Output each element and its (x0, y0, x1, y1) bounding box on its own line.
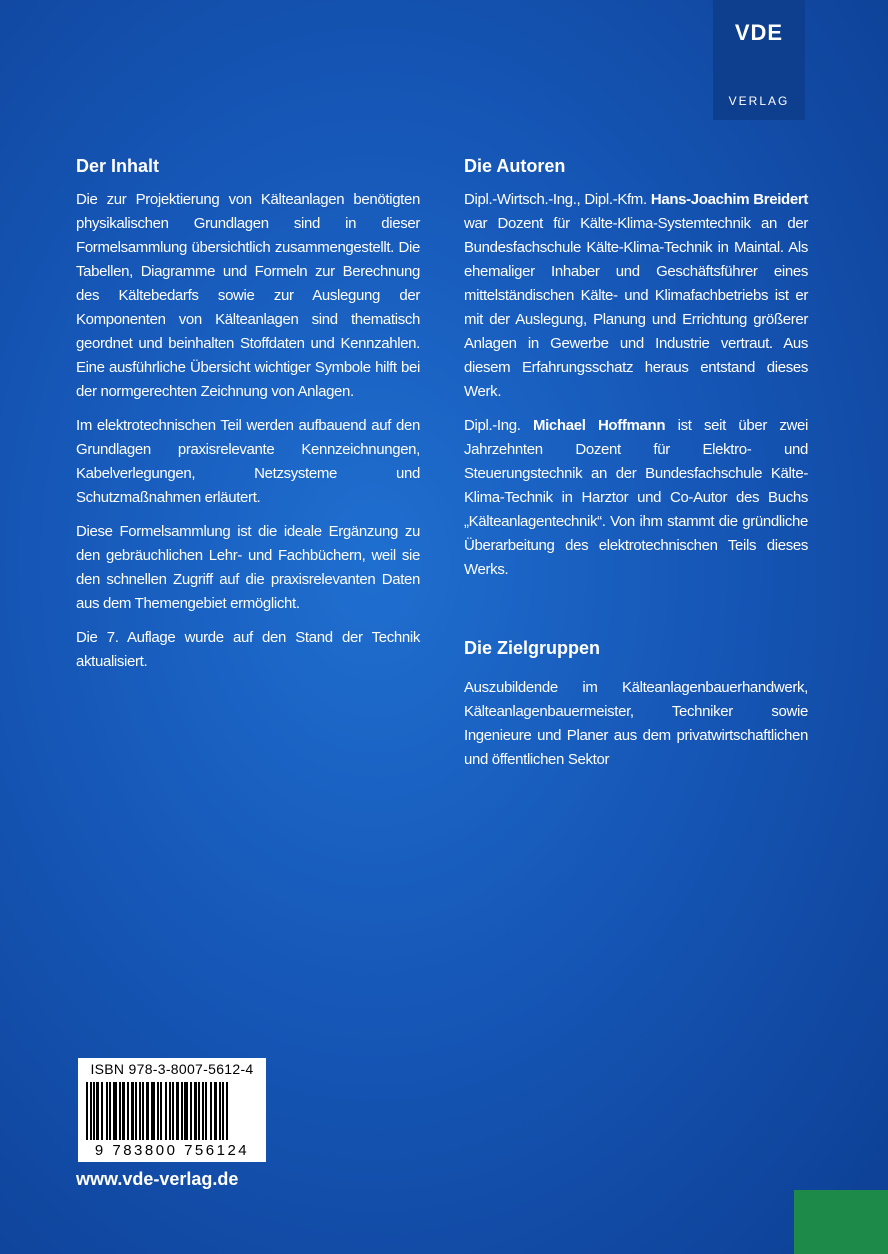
barcode-bar (106, 1082, 108, 1140)
barcode-bar (184, 1082, 188, 1140)
publisher-logo (713, 0, 805, 120)
content-section (76, 152, 420, 684)
barcode-bar (160, 1082, 162, 1140)
ean-number: 9 783800 756124 (94, 1142, 250, 1159)
barcode-bar (131, 1082, 134, 1140)
barcode-bar (119, 1082, 121, 1140)
author-bio: ist seit über zwei Jahrzehnten Dozent für Elektro- und Steuerungstechnik an der Bundesfachschule Kälte-Klima-Technik in Harztor und Co-Autor des Buchs „Kälteanlagentechnik“. Von ihm stammt die gründliche Überarbeitung des elektrotechnischen Teils dieses Werks. (464, 417, 808, 578)
barcode-bar (93, 1082, 95, 1140)
author-paragraph (464, 188, 808, 404)
barcode-bar (122, 1082, 125, 1140)
barcode-bar (139, 1082, 141, 1140)
barcode-bar (146, 1082, 149, 1140)
barcode-bar (202, 1082, 204, 1140)
barcode-bar (113, 1082, 117, 1140)
barcode-bar (90, 1082, 92, 1140)
barcode-bar (190, 1082, 192, 1140)
audience-text: Auszubildende im Kälteanlagenbauerhandwerk, Kälteanlagenbauermeister, Techniker sowie Ingenieure und Planer aus dem privatwirtschaftlichen und öffentlichen Sektor (464, 679, 808, 768)
section-title-autoren: Die Autoren (464, 156, 566, 176)
barcode-bar (205, 1082, 207, 1140)
authors-section (464, 152, 808, 592)
isbn-number: ISBN 978-3-8007-5612-4 (90, 1061, 254, 1077)
barcode-bar (86, 1082, 88, 1140)
barcode-bar (181, 1082, 183, 1140)
barcode-bar (222, 1082, 224, 1140)
inhalt-paragraph: Die 7. Auflage wurde auf den Stand der Technik aktualisiert. (76, 629, 420, 670)
barcode-bar (219, 1082, 221, 1140)
author-bio: war Dozent für Kälte-Klima-Systemtechnik an der Bundesfachschule Kälte-Klima-Technik in Maintal. Als ehemaliger Inhaber und Geschäftsführer eines mittelständischen Kälte- und Klimafachbetriebs ist er mit der Auslegung, Planung und Errichtung größerer Anlagen in Gewerbe und Industrie vertraut. Aus diesem Erfahrungsschatz heraus entstand dieses Werk. (464, 215, 808, 400)
section-title-zielgruppen: Die Zielgruppen (464, 638, 601, 658)
barcode-bar (226, 1082, 228, 1140)
logo-sub: VERLAG (728, 94, 790, 108)
barcode-bar (165, 1082, 167, 1140)
barcode-bar (109, 1082, 111, 1140)
author-name: Hans-Joachim Breidert (650, 191, 808, 208)
logo-brand: VDE (734, 20, 784, 45)
isbn-barcode (78, 1058, 266, 1162)
barcode-bar (101, 1082, 103, 1140)
barcode-bar (214, 1082, 217, 1140)
barcode-bar (151, 1082, 155, 1140)
green-corner-block (794, 1190, 888, 1254)
barcode-bar (157, 1082, 159, 1140)
author-paragraph (464, 414, 808, 582)
author-intro: Dipl.-Wirtsch.-Ing., Dipl.-Kfm. (464, 191, 651, 208)
section-title-inhalt: Der Inhalt (76, 156, 160, 176)
inhalt-paragraph: Im elektrotechnischen Teil werden aufbauend auf den Grundlagen praxisrelevante Kennzeichnungen, Kabelverlegungen, Netzsysteme und Schutzmaßnahmen erläutert. (76, 417, 420, 506)
inhalt-paragraph: Diese Formelsammlung ist die ideale Ergänzung zu den gebräuchlichen Lehr- und Fachbüchern, weil sie den schnellen Zugriff auf die praxisrelevanten Daten aus dem Themengebiet ermöglicht. (76, 523, 420, 612)
author-name: Michael Hoffmann (532, 417, 666, 434)
barcode-bar (210, 1082, 212, 1140)
barcode-bar (135, 1082, 137, 1140)
audience-section (464, 634, 808, 782)
barcode-bars (86, 1082, 258, 1140)
publisher-url[interactable]: www.vde-verlag.de (76, 1169, 239, 1189)
barcode-bar (169, 1082, 171, 1140)
inhalt-paragraph: Die zur Projektierung von Kälteanlagen benötigten physikalischen Grundlagen sind in dieser Formelsammlung übersichtlich zusammengestellt. Die Tabellen, Diagramme und Formeln zur Berechnung des Kältebedarfs sowie zur Auslegung der Komponenten von Kälteanlagen sind thematisch geordnet und beinhalten Stoffdaten und Kennzahlen. Eine ausführliche Übersicht wichtiger Symbole hilft bei der normgerechten Zeichnung von Anlagen. (76, 191, 420, 400)
barcode-bar (96, 1082, 99, 1140)
barcode-bar (127, 1082, 129, 1140)
barcode-bar (176, 1082, 179, 1140)
author-intro: Dipl.-Ing. (464, 417, 533, 434)
barcode-bar (194, 1082, 197, 1140)
barcode-bar (172, 1082, 174, 1140)
barcode-bar (142, 1082, 144, 1140)
barcode-bar (198, 1082, 200, 1140)
